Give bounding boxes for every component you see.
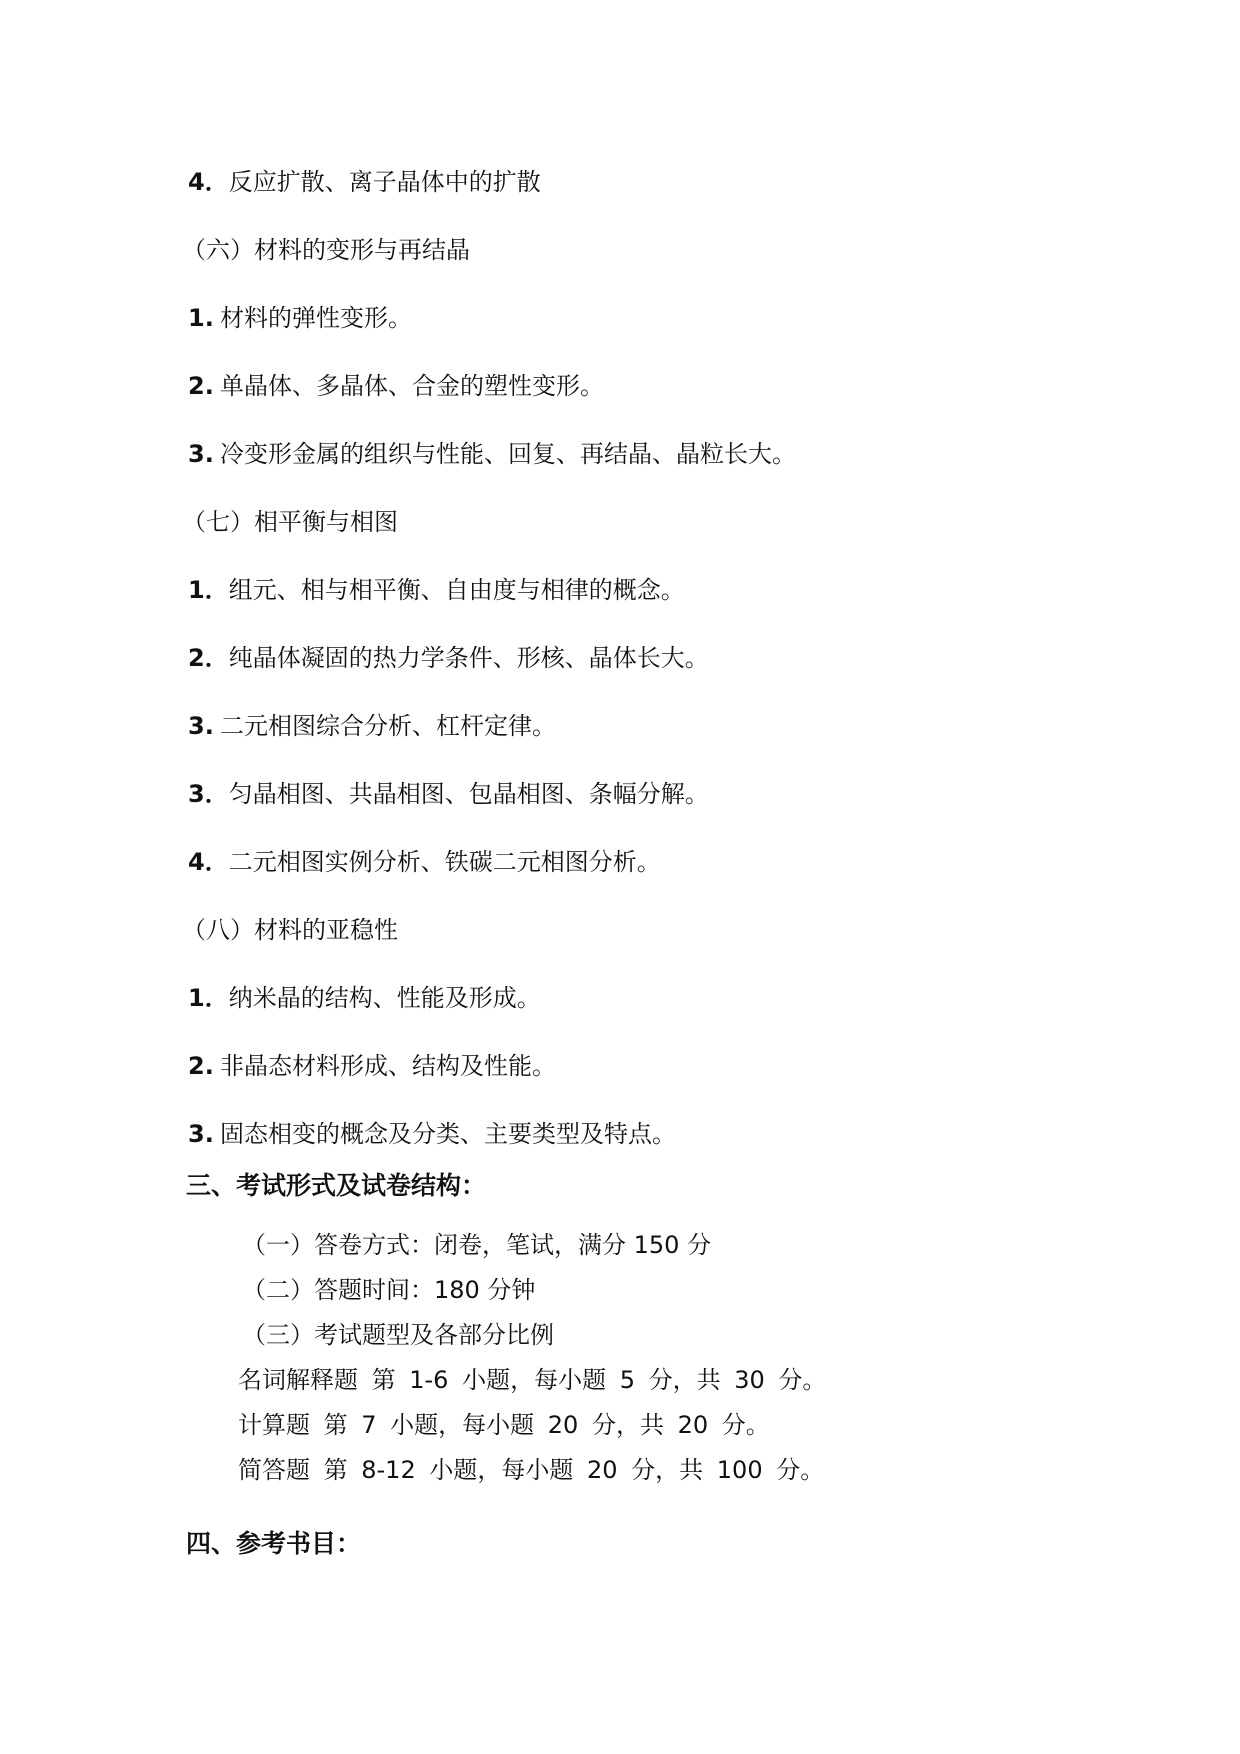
list-item	[188, 438, 796, 470]
item-number: 1．	[188, 984, 229, 1012]
list-item	[188, 370, 604, 402]
exam-line: （二）答题时间：180 分钟	[242, 1276, 536, 1304]
list-item	[188, 642, 709, 674]
item-text: 冷变形金属的组织与性能、回复、再结晶、晶粒长大。	[220, 440, 796, 468]
item-number: 2．	[188, 644, 229, 672]
item-number: 2.	[188, 1052, 214, 1080]
list-item	[188, 846, 661, 878]
question-type-line: 简答题 第 8-12 小题，每小题 20 分，共 100 分。	[238, 1456, 825, 1484]
item-number: 2.	[188, 372, 214, 400]
section-title: （六）材料的变形与再结晶	[182, 236, 470, 264]
question-type-line: 计算题 第 7 小题，每小题 20 分，共 20 分。	[238, 1411, 770, 1439]
item-number: 1．	[188, 576, 229, 604]
item-number: 4．	[188, 168, 229, 196]
section-title: （七）相平衡与相图	[182, 508, 398, 536]
item-number: 3.	[188, 1120, 214, 1148]
list-item	[188, 302, 412, 334]
item-text: 反应扩散、离子晶体中的扩散	[228, 168, 541, 196]
list-item	[188, 166, 541, 198]
list-item	[188, 1118, 676, 1150]
list-item	[188, 778, 709, 810]
item-text: 单晶体、多晶体、合金的塑性变形。	[220, 372, 604, 400]
item-number: 4．	[188, 848, 229, 876]
item-text: 固态相变的概念及分类、主要类型及特点。	[220, 1120, 676, 1148]
item-number: 3.	[188, 440, 214, 468]
exam-line: （三）考试题型及各部分比例	[242, 1321, 554, 1349]
exam-line: （一）答卷方式：闭卷，笔试，满分 150 分	[242, 1231, 712, 1259]
question-type-line: 名词解释题 第 1-6 小题，每小题 5 分，共 30 分。	[238, 1366, 827, 1394]
item-text: 二元相图实例分析、铁碳二元相图分析。	[228, 848, 661, 876]
item-text: 纳米晶的结构、性能及形成。	[228, 984, 541, 1012]
item-number: 3．	[188, 780, 229, 808]
item-text: 纯晶体凝固的热力学条件、形核、晶体长大。	[228, 644, 709, 672]
section-heading-exam: 三、考试形式及试卷结构：	[186, 1171, 487, 1200]
item-text: 材料的弹性变形。	[220, 304, 412, 332]
section-heading-references: 四、参考书目：	[186, 1529, 362, 1558]
list-item	[188, 710, 556, 742]
item-text: 非晶态材料形成、结构及性能。	[220, 1052, 556, 1080]
item-number: 1.	[188, 304, 214, 332]
item-text: 组元、相与相平衡、自由度与相律的概念。	[228, 576, 685, 604]
list-item	[188, 574, 685, 606]
list-item	[188, 982, 541, 1014]
section-title: （八）材料的亚稳性	[182, 916, 398, 944]
item-number: 3.	[188, 712, 214, 740]
list-item	[188, 1050, 556, 1082]
item-text: 二元相图综合分析、杠杆定律。	[220, 712, 556, 740]
item-text: 匀晶相图、共晶相图、包晶相图、条幅分解。	[228, 780, 709, 808]
